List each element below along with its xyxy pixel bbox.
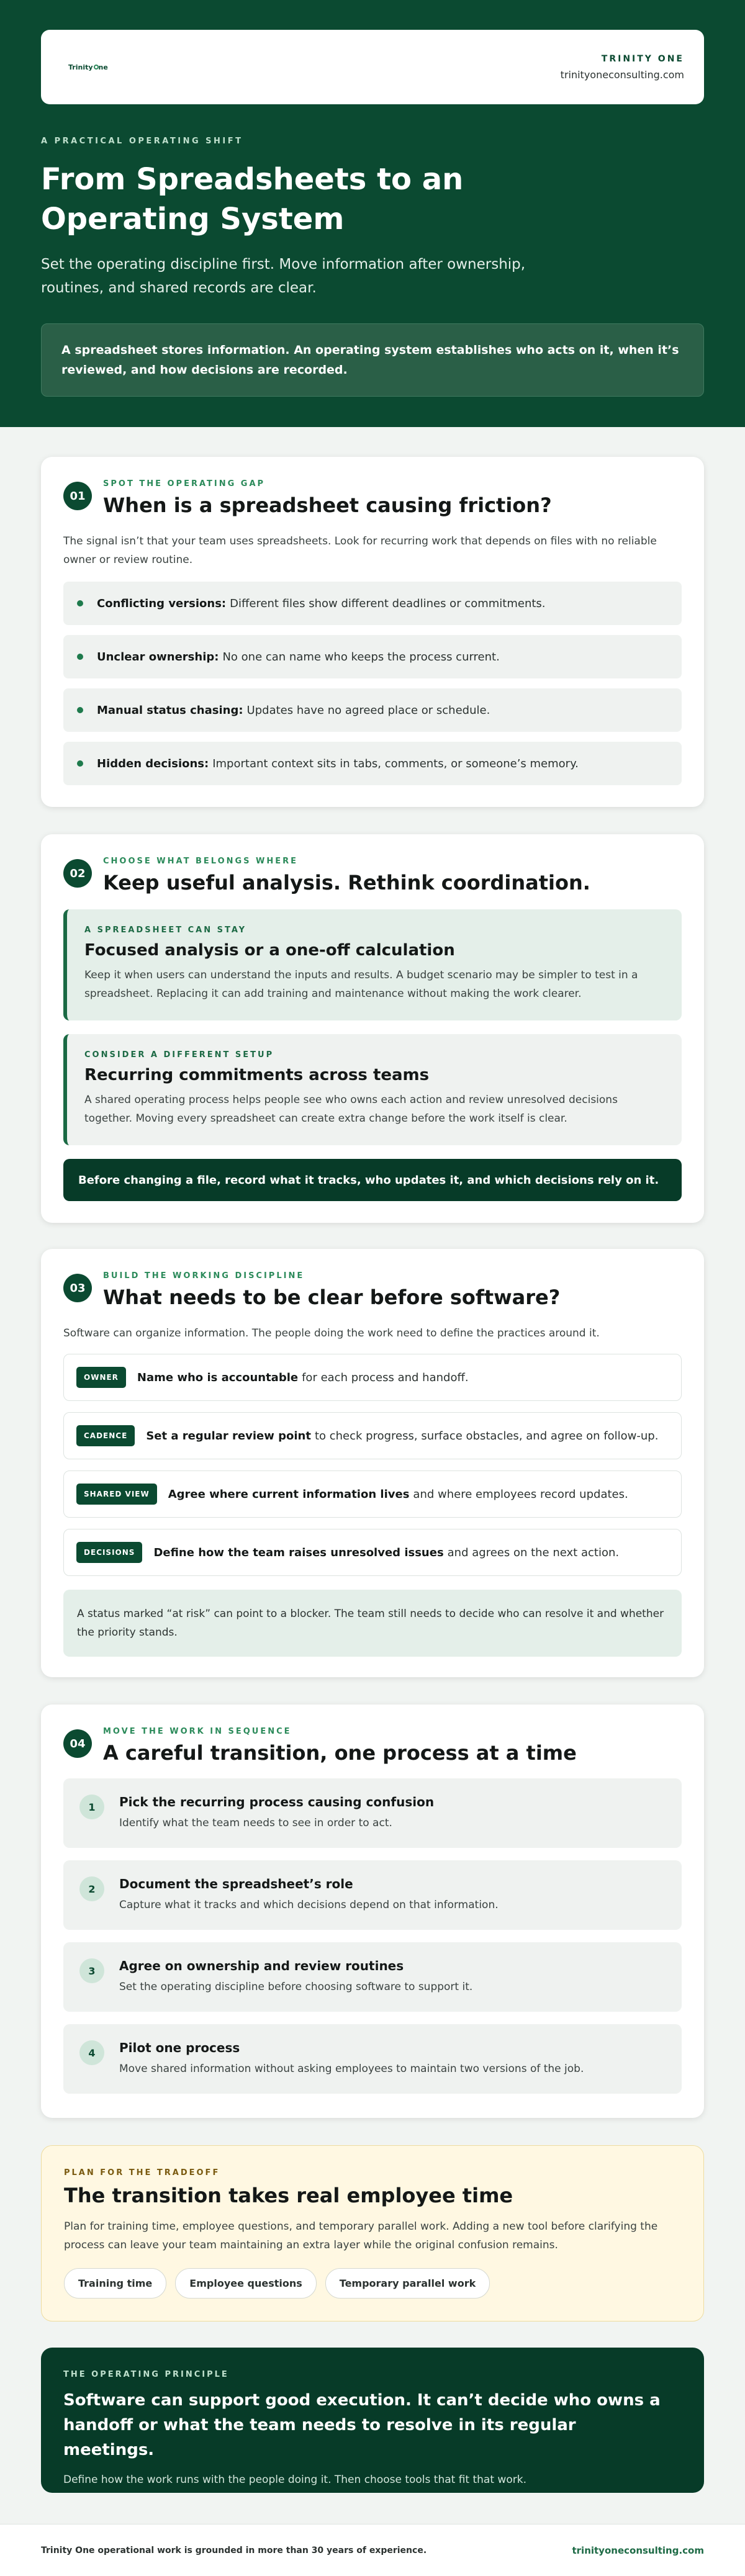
section-eyebrow: SPOT THE OPERATING GAP	[103, 479, 266, 489]
footer-link[interactable]: trinityoneconsulting.com	[572, 2544, 704, 2556]
practice-label: Name who is accountable	[137, 1371, 299, 1384]
hero-subtitle: Set the operating discipline first. Move information after ownership, routines, and shared records are clear.	[41, 256, 526, 296]
section-title: A careful transition, one process at a time	[103, 1741, 577, 1765]
section-title: When is a spreadsheet causing friction?	[103, 493, 552, 517]
practice-text: for each process and handoff.	[302, 1371, 469, 1384]
step-item	[63, 1778, 682, 1848]
practice-text: and agrees on the next action.	[447, 1546, 620, 1559]
section-header	[63, 1271, 682, 1310]
item-text: No one can name who keeps the process current.	[222, 650, 500, 664]
principle-body: Define how the work runs with the people doing it. Then choose tools that fit that work.	[63, 2474, 526, 2486]
option-title: Recurring commitments across teams	[84, 1066, 430, 1084]
item-text: Important context sits in tabs, comments, or someone’s memory.	[212, 757, 579, 770]
item-text: Updates have no agreed place or schedule.	[246, 703, 490, 717]
brand-name: TRINITY ONE	[601, 53, 684, 64]
option-spreadsheet-stays	[63, 909, 682, 1020]
before-changing-bar: Before changing a file, record what it tracks, who updates it, and which decisions rely on it.	[63, 1159, 682, 1201]
step-body: Set the operating discipline before choosing software to support it.	[119, 1981, 473, 1993]
pill-parallel-work: Temporary parallel work	[325, 2268, 490, 2299]
pill-training-time: Training time	[64, 2268, 166, 2299]
option-eyebrow: CONSIDER A DIFFERENT SETUP	[84, 1050, 274, 1060]
tradeoff-title: The transition takes real employee time	[64, 2184, 513, 2207]
section-tradeoff	[41, 2145, 704, 2322]
logo-suffix: ne	[98, 63, 108, 71]
step-body: Move shared information without asking employees to maintain two versions of the job.	[119, 2063, 584, 2075]
practice-tag: CADENCE	[76, 1425, 135, 1446]
principle-title: Software can support good execution. It can’t decide who owns a handoff or what the team needs to resolve in its regular meetings.	[63, 2391, 661, 2459]
tradeoff-body: Plan for training time, employee questions, and temporary parallel work. Adding a new tool before clarifying the process can leave your team maintaining an extra layer while the original confusion remains.	[64, 2220, 658, 2251]
item-text: Different files show different deadlines or commitments.	[230, 597, 546, 610]
brand	[561, 54, 684, 81]
list-item	[63, 635, 682, 678]
step-number: 2	[79, 1876, 104, 1901]
section-intro: Software can organize information. The people doing the work need to define the practices around it.	[63, 1327, 600, 1340]
section-spot-gap	[41, 457, 704, 807]
step-number: 4	[79, 2040, 104, 2065]
item-label: Hidden decisions:	[97, 757, 209, 770]
step-item	[63, 1942, 682, 2012]
step-number: 1	[79, 1795, 104, 1819]
practice-tag: OWNER	[76, 1367, 126, 1388]
step-title: Document the spreadsheet’s role	[119, 1876, 353, 1891]
step-title: Agree on ownership and review routines	[119, 1958, 404, 1973]
logo-o-icon	[94, 65, 99, 70]
section-header	[63, 1727, 682, 1766]
section-number-badge: 01	[63, 482, 92, 510]
option-title: Focused analysis or a one-off calculation	[84, 941, 455, 960]
option-eyebrow: A SPREADSHEET CAN STAY	[84, 925, 247, 935]
practice-tag: SHARED VIEW	[76, 1484, 157, 1505]
practice-label: Define how the team raises unresolved issues	[153, 1546, 444, 1559]
item-label: Unclear ownership:	[97, 650, 219, 664]
tradeoff-pills	[64, 2268, 681, 2299]
hero-callout: A spreadsheet stores information. An operating system establishes who acts on it, when it’s reviewed, and how decisions are recorded.	[41, 323, 704, 397]
list-item	[63, 582, 682, 625]
section-eyebrow: BUILD THE WORKING DISCIPLINE	[103, 1271, 305, 1281]
practice-item	[63, 1470, 682, 1518]
section-number-badge: 02	[63, 859, 92, 888]
brand-url-link[interactable]: trinityoneconsulting.com	[560, 68, 684, 81]
practice-label: Agree where current information lives	[168, 1487, 410, 1501]
step-body: Identify what the team needs to see in order to act.	[119, 1817, 392, 1829]
section-intro: The signal isn’t that your team uses spreadsheets. Look for recurring work that depends on files with no reliable owner or review routine.	[63, 535, 657, 566]
section-header	[63, 857, 682, 896]
option-different-setup	[63, 1034, 682, 1145]
step-title: Pick the recurring process causing confusion	[119, 1795, 435, 1809]
top-bar	[41, 30, 704, 104]
item-label: Manual status chasing:	[97, 703, 243, 717]
option-body: Keep it when users can understand the inputs and results. A budget scenario may be simpler to test in a spreadsheet. Replacing it can add training and maintenance without making the work clearer.	[84, 969, 638, 1000]
section-transition	[41, 1705, 704, 2118]
option-body: A shared operating process helps people see who owns each action and review unresolved decisions together. Moving every spreadsheet can create extra change before the work itself is clear.	[84, 1094, 618, 1125]
hero	[0, 0, 745, 427]
section-choose	[41, 834, 704, 1223]
principle-eyebrow: THE OPERATING PRINCIPLE	[63, 2370, 229, 2379]
logo[interactable]	[68, 63, 108, 71]
logo-text: Trinity	[68, 63, 93, 71]
practice-text: and where employees record updates.	[413, 1487, 628, 1501]
step-number: 3	[79, 1958, 104, 1983]
list-item	[63, 742, 682, 785]
section-title: What needs to be clear before software?	[103, 1286, 561, 1309]
friction-list	[63, 582, 682, 785]
practice-item	[63, 1529, 682, 1576]
practice-label: Set a regular review point	[146, 1429, 311, 1443]
step-title: Pilot one process	[119, 2040, 240, 2055]
section-eyebrow: MOVE THE WORK IN SEQUENCE	[103, 1727, 292, 1736]
tradeoff-eyebrow: PLAN FOR THE TRADEOFF	[64, 2168, 220, 2177]
section-number-badge: 03	[63, 1274, 92, 1302]
section-eyebrow: CHOOSE WHAT BELONGS WHERE	[103, 857, 299, 866]
section-title: Keep useful analysis. Rethink coordination.	[103, 871, 590, 894]
item-label: Conflicting versions:	[97, 597, 227, 610]
section-number-badge: 04	[63, 1729, 92, 1758]
step-item	[63, 2024, 682, 2094]
practice-item	[63, 1354, 682, 1401]
status-note: A status marked “at risk” can point to a blocker. The team still needs to decide who can resolve it and whether the priority stands.	[63, 1590, 682, 1657]
section-principle	[41, 2348, 704, 2493]
step-body: Capture what it tracks and which decisions depend on that information.	[119, 1899, 499, 1911]
page-title: From Spreadsheets to an Operating System	[41, 162, 464, 236]
hero-kicker: A PRACTICAL OPERATING SHIFT	[41, 137, 243, 146]
bullet-dot-icon	[77, 707, 83, 713]
section-header	[63, 479, 682, 518]
bullet-dot-icon	[77, 654, 83, 660]
bullet-dot-icon	[77, 600, 83, 606]
section-discipline	[41, 1249, 704, 1677]
pill-employee-questions: Employee questions	[175, 2268, 317, 2299]
bullet-dot-icon	[77, 760, 83, 767]
step-item	[63, 1860, 682, 1930]
practice-item	[63, 1412, 682, 1459]
practice-tag: DECISIONS	[76, 1542, 142, 1563]
footer-text: Trinity One operational work is grounded in more than 30 years of experience.	[41, 2545, 427, 2556]
practice-text: to check progress, surface obstacles, and agree on follow-up.	[314, 1429, 659, 1443]
footer	[0, 2524, 745, 2576]
list-item	[63, 688, 682, 732]
